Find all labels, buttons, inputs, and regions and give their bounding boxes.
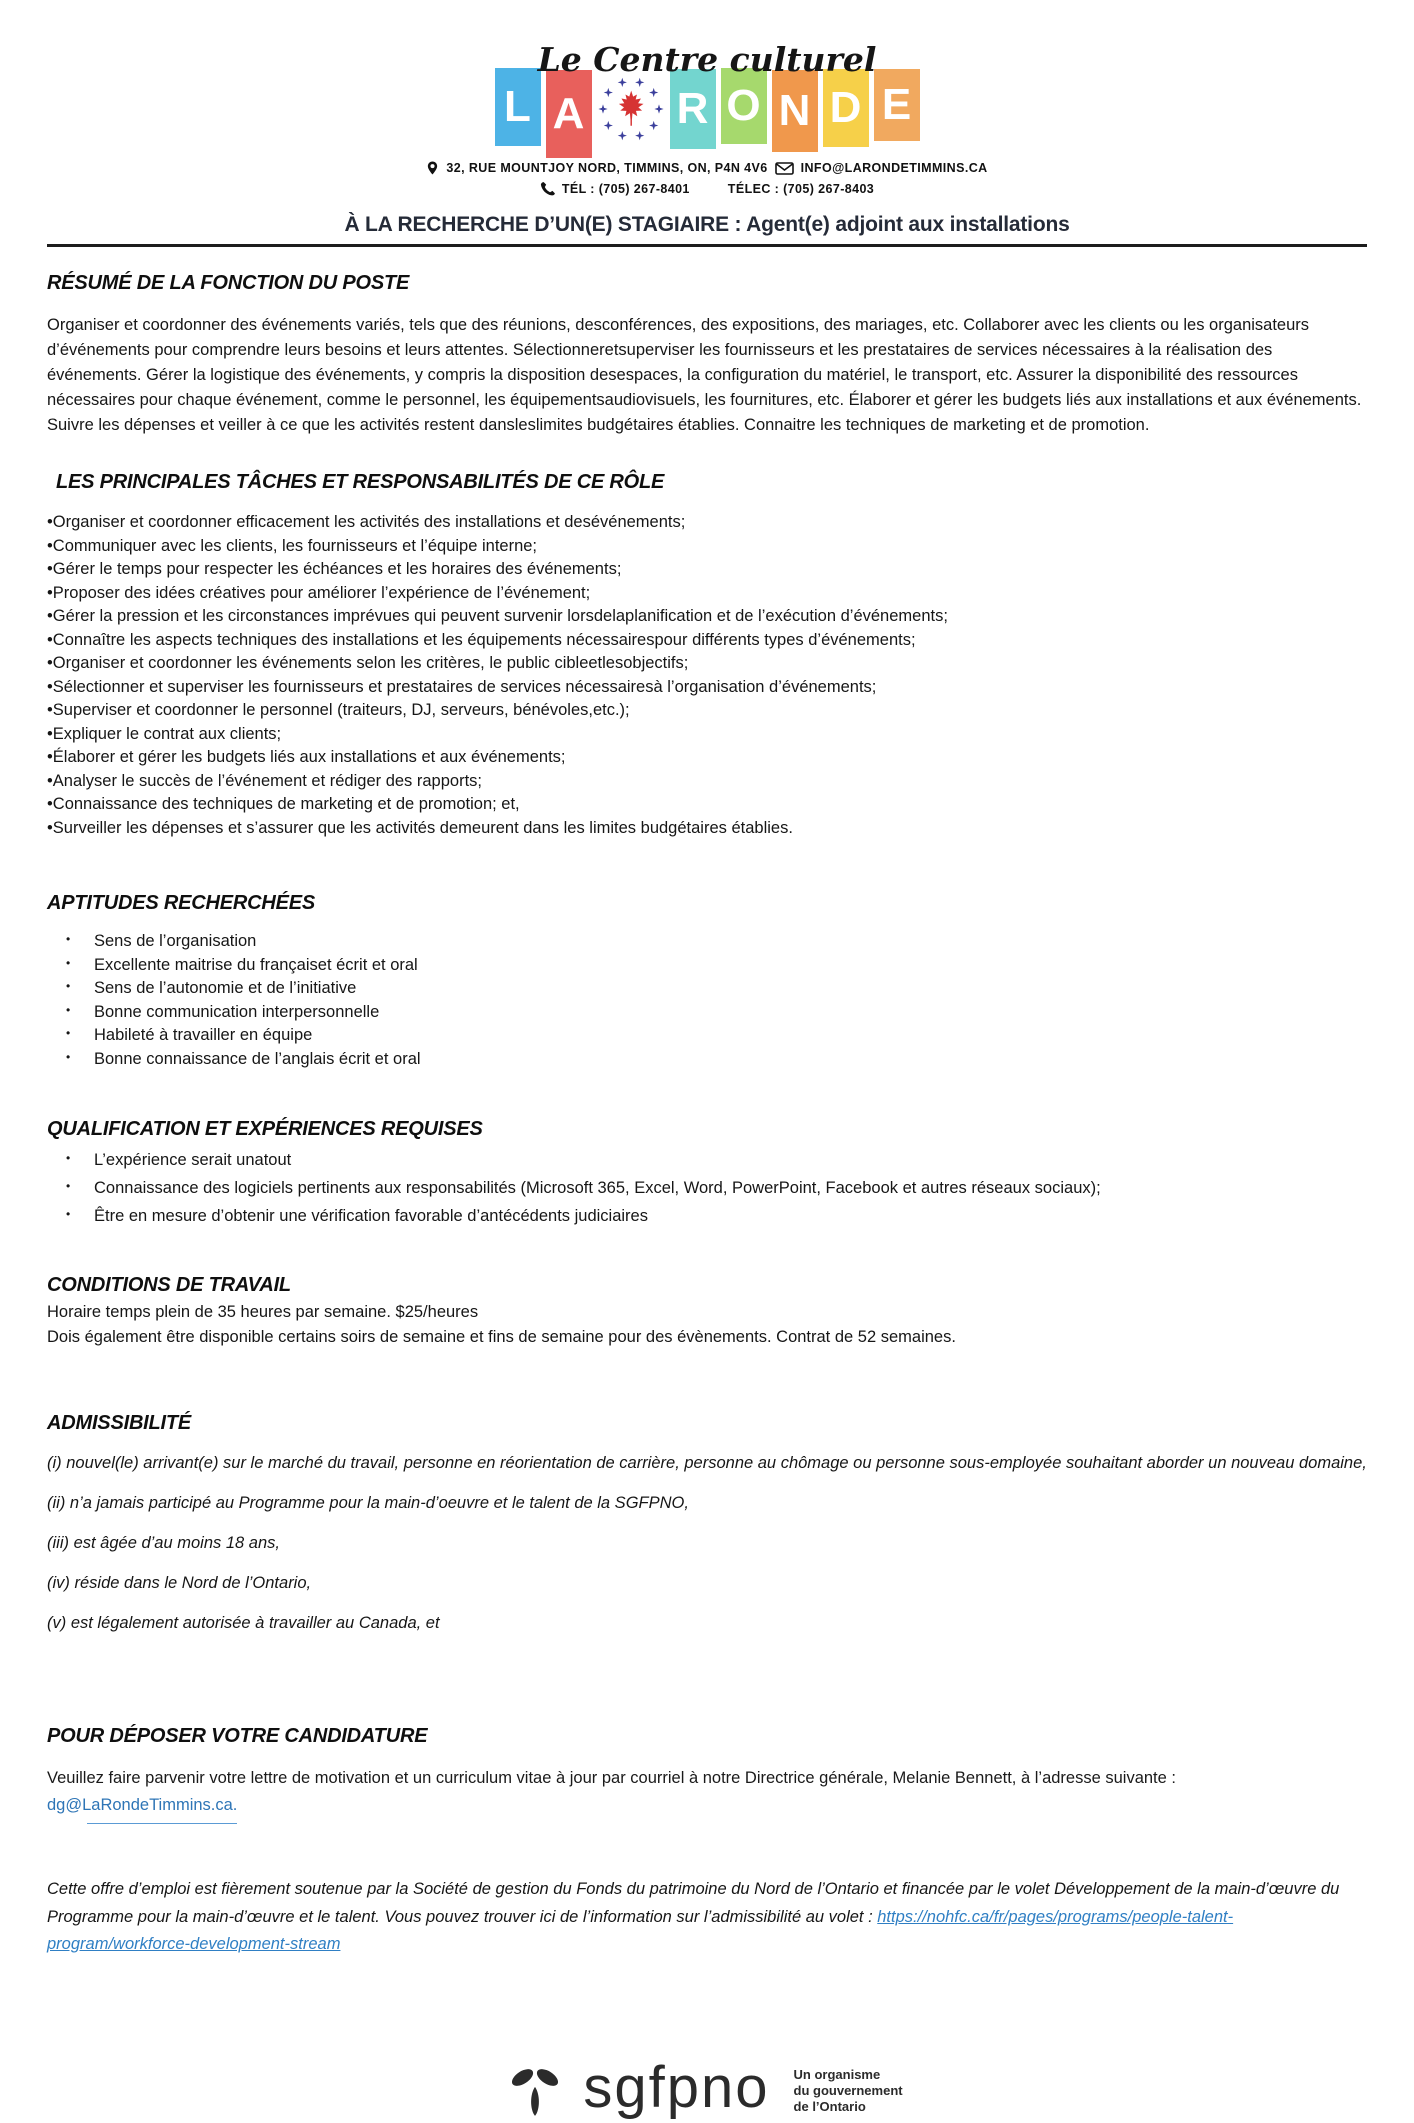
list-item: •Organiser et coordonner les événements selon les critères, le public cibleetlesobjectifs;	[47, 654, 689, 672]
list-item: • Sens de l’autonomie et de l’initiative	[94, 977, 1367, 1001]
address-line	[47, 160, 1367, 176]
logo-letter-block: D	[823, 69, 869, 147]
section-heading-taches: LES PRINCIPALES TÂCHES ET RESPONSABILITÉS DE CE RÔLE	[56, 471, 665, 493]
list-item: •Élaborer et gérer les budgets liés aux installations et aux événements;	[47, 748, 566, 766]
conditions-text	[47, 1300, 1367, 1350]
list-item: •Organiser et coordonner efficacement les activités des installations et desévénements;	[47, 513, 686, 531]
fax: TÉLEC : (705) 267-8403	[727, 181, 875, 196]
candidature-text: Veuillez faire parvenir votre lettre de motivation et un curriculum vitae à jour par courriel à notre Directrice générale, Melanie Bennett, à l’adresse suivante :	[47, 1769, 1176, 1787]
admissibilite-item: (ii) n’a jamais participé au Programme pour la main-d’oeuvre et le talent de la SGFPNO,	[47, 1494, 689, 1512]
list-item: •Communiquer avec les clients, les fournisseurs et l’équipe interne;	[47, 536, 538, 555]
sgfpno-wordmark: sgfpno	[583, 2054, 770, 2120]
street-address: 32, RUE MOUNTJOY NORD, TIMMINS, ON, P4N 4V6	[446, 161, 768, 175]
logo-letter-block: L	[495, 68, 541, 146]
maple-leaf-icon	[592, 70, 670, 148]
section-heading-aptitudes: APTITUDES RECHERCHÉES	[47, 892, 316, 914]
conditions-line: Horaire temps plein de 35 heures par semaine. $25/heures	[47, 1303, 479, 1321]
location-pin-icon	[426, 160, 439, 176]
sgfpno-tagline	[794, 2067, 903, 2115]
list-item: •Superviser et coordonner le personnel (traiteurs, DJ, serveurs, bénévoles,etc.);	[47, 701, 630, 719]
list-item: •Gérer le temps pour respecter les échéances et les horaires des événements;	[47, 560, 622, 578]
page-title: À LA RECHERCHE D’UN(E) STAGIAIRE : Agent(e) adjoint aux installations	[344, 213, 1070, 236]
email-address: INFO@LARONDETIMMINS.CA	[800, 161, 988, 175]
phone-line	[47, 181, 1367, 196]
logo-letter-blocks-right	[670, 68, 920, 150]
phone-icon	[540, 181, 555, 196]
list-item: • Bonne communication interpersonnelle	[94, 1001, 1367, 1025]
list-item: •Proposer des idées créatives pour améliorer l’expérience de l’événement;	[47, 583, 591, 602]
list-item: •Sélectionner et superviser les fournisseurs et prestataires de services nécessairesà l’organisation d’événements;	[47, 677, 877, 696]
admissibilite-item: (i) nouvel(le) arrivant(e) sur le marché du travail, personne en réorientation de carrière, personne au chômage ou personne sous-employée souhaitant aborder un nouveau domaine,	[47, 1454, 1367, 1472]
list-item: • Être en mesure d’obtenir une vérification favorable d’antécédents judiciaires	[94, 1204, 1367, 1229]
logo-letter-block: N	[772, 70, 818, 152]
section-heading-conditions: CONDITIONS DE TRAVAIL	[47, 1274, 291, 1296]
funding-note-text: Cette offre d’emploi est fièrement soutenue par la Société de gestion du Fonds du patrimoine du Nord de l’Ontario et financée par le volet Développement de la main-d’œuvre du Programme pour la main-d’œuvre et le talent. Vous pouvez trouver ici de l’information sur l’admissibilité au volet :	[47, 1880, 1340, 1926]
admissibilite-item: (v) est légalement autorisée à travailler au Canada, et	[47, 1614, 440, 1632]
list-item: • Bonne connaissance de l’anglais écrit et oral	[94, 1048, 1367, 1072]
resume-paragraph: Organiser et coordonner des événements variés, tels que des réunions, desconférences, des expositions, des mariages, etc. Collaborer avec les clients ou les organisateurs d’événements pour comprendre leurs besoins et leurs attentes. Sélectionneretsuperviser les fournisseurs et les prestataires de services nécessaires à la réalisation des événements. Gérer la logistique des événements, y compris la disposition desespaces, la configuration du matériel, le transport, etc. Assurer la disponibilité des ressources nécessaires pour chaque événement, comme le personnel, les équipementsaudiovisuels, les fournitures, etc. Élaborer et gérer les budgets liés aux installations et aux événements. Suivre les dépenses et veiller à ce que les activités restent dansleslimites budgétaires établies. Connaitre les techniques de marketing et de promotion.	[47, 316, 1362, 434]
trillium-icon	[511, 2064, 559, 2118]
logo-letter-block: O	[721, 68, 767, 144]
title-divider	[47, 244, 1367, 247]
list-item: •Analyser le succès de l’événement et rédiger des rapports;	[47, 771, 483, 790]
admissibilite-item: (iii) est âgée d’au moins 18 ans,	[47, 1534, 280, 1552]
list-item: •Gérer la pression et les circonstances imprévues qui peuvent survenir lorsdelaplanification et de l’exécution d’événements;	[47, 607, 948, 625]
candidature-body	[47, 1765, 1367, 1824]
telephone: TÉL : (705) 267-8401	[561, 181, 690, 196]
section-heading-candidature: POUR DÉPOSER VOTRE CANDIDATURE	[47, 1725, 428, 1747]
list-item: •Expliquer le contrat aux clients;	[47, 724, 282, 743]
email-link[interactable]: dg@LaRondeTimmins.ca.	[47, 1796, 238, 1814]
conditions-line: Dois également être disponible certains soirs de semaine et fins de semaine pour des évènements. Contrat de 52 semaines.	[47, 1328, 956, 1346]
logo-script-text: Le Centre culturel	[537, 40, 877, 79]
logo-letter-block: A	[546, 70, 592, 158]
section-heading-admissibilite: ADMISSIBILITÉ	[47, 1412, 192, 1434]
list-item: • Habileté à travailler en équipe	[94, 1024, 1367, 1048]
sgfpno-logo	[47, 2054, 1367, 2123]
tagline-line: du gouvernement	[793, 2082, 903, 2098]
tagline-line: de l’Ontario	[793, 2098, 866, 2114]
qualification-list	[47, 1148, 1367, 1229]
list-item: • Excellente maitrise du françaiset écrit et oral	[94, 954, 1367, 978]
funding-note	[47, 1876, 1367, 1959]
logo-letter-block: E	[874, 69, 920, 141]
admissibilite-item: (iv) réside dans le Nord de l’Ontario,	[47, 1574, 312, 1592]
aptitudes-list	[47, 930, 1367, 1071]
list-item: •Connaître les aspects techniques des installations et les équipements nécessairespour différents types d’événements;	[47, 630, 916, 649]
logo-letter-block: R	[670, 69, 716, 149]
header	[47, 40, 1367, 196]
list-item: • L’expérience serait unatout	[94, 1148, 1367, 1173]
envelope-icon	[775, 162, 794, 175]
taches-list	[47, 511, 1367, 840]
program-info-link[interactable]: https://nohfc.ca/fr/pages/programs/people-talent-program/workforce-development-stream	[47, 1907, 1234, 1953]
section-heading-qualification: QUALIFICATION ET EXPÉRIENCES REQUISES	[47, 1118, 483, 1140]
list-item: • Sens de l’organisation	[94, 930, 1367, 954]
list-item: •Connaissance des techniques de marketing et de promotion; et,	[47, 795, 520, 813]
admissibilite-items	[47, 1450, 1367, 1637]
tagline-line: Un organisme	[793, 2066, 881, 2082]
list-item: •Surveiller les dépenses et s’assurer que les activités demeurent dans les limites budgétaires établies.	[47, 818, 793, 837]
section-heading-resume: RÉSUMÉ DE LA FONCTION DU POSTE	[47, 272, 410, 294]
list-item: • Connaissance des logiciels pertinents aux responsabilités (Microsoft 365, Excel, Word, PowerPoint, Facebook et autres réseaux sociaux);	[94, 1176, 1367, 1201]
email-underline	[87, 1823, 237, 1824]
